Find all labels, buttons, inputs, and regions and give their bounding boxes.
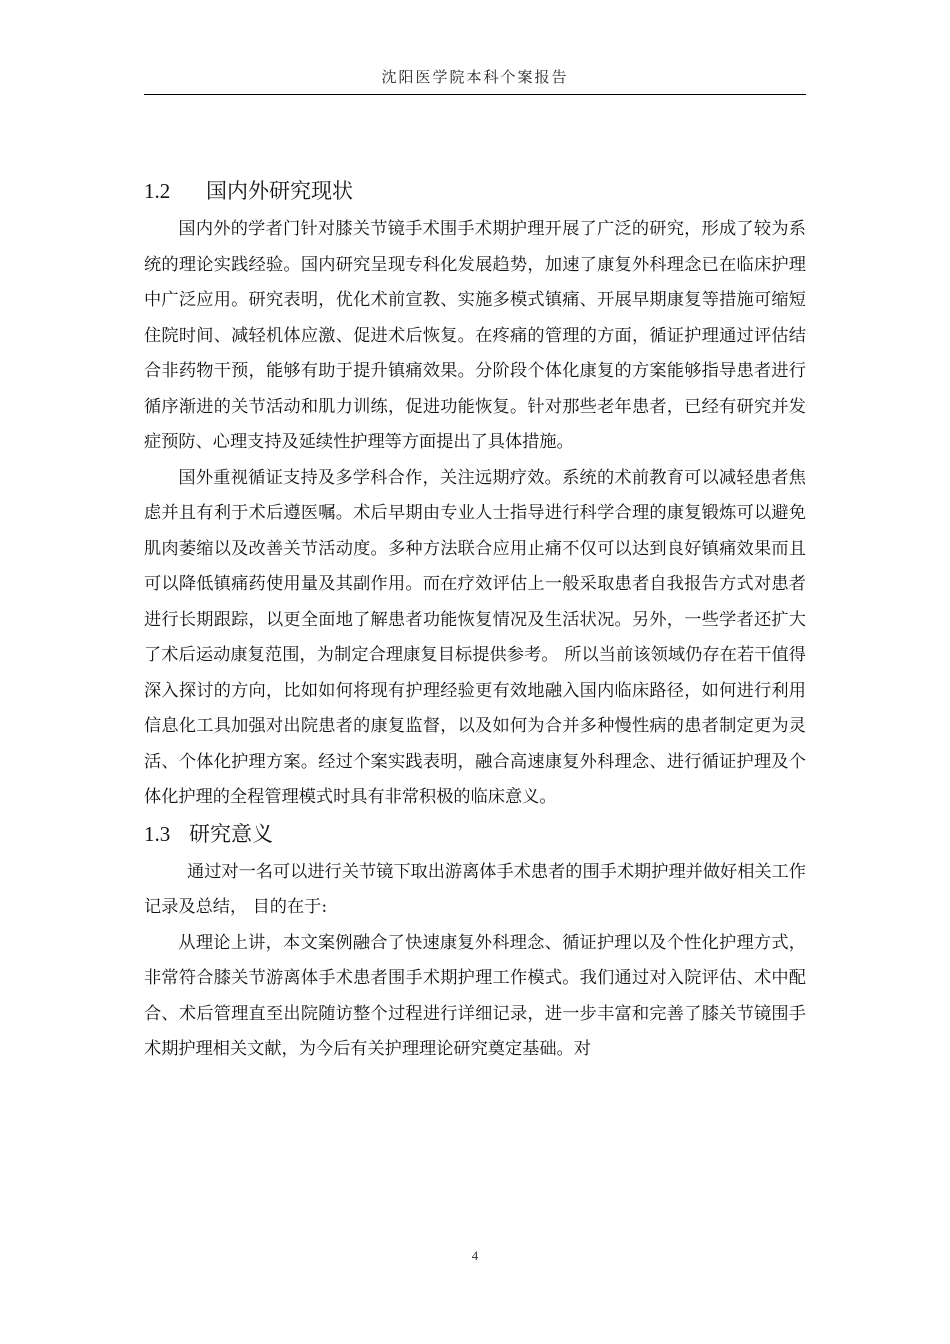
section-title: 研究意义	[189, 821, 273, 846]
page-header-title: 沈阳医学院本科个案报告	[381, 68, 569, 86]
section-title: 国内外研究现状	[206, 179, 353, 203]
paragraph: 通过对一名可以进行关节镜下取出游离体手术患者的围手术期护理并做好相关工作记录及总结， 目的在于:	[144, 861, 806, 917]
paragraph: 国内外的学者门针对膝关节镜手术围手术期护理开展了广泛的研究，形成了较为系统的理论实践经验。国内研究呈现专科化发展趋势，加速了康复外科理念已在临床护理中广泛应用。研究表明，优化术前宣教、实施多模式镇痛、开展早期康复等措施可缩短住院时间、减轻机体应激、促进术后恢复。在疼痛的管理的方面，循证护理通过评估结合非药物干预，能够有助于提升镇痛效果。分阶段个体化康复的方案能够指导患者进行循序渐进的关节活动和肌力训练，促进功能恢复。针对那些老年患者，已经有研究并发症预防、心理支持及延续性护理等方面提出了具体措施。	[144, 219, 806, 452]
section-number: 1.3	[144, 821, 171, 846]
page-number: 4	[471, 1248, 479, 1263]
document-body	[144, 174, 806, 1068]
header-divider	[144, 94, 806, 95]
section-heading-1-2	[144, 174, 806, 208]
paragraph: 国外重视循证支持及多学科合作，关注远期疗效。系统的术前教育可以减轻患者焦虑并且有利于术后遵医嘱。术后早期由专业人士指导进行科学合理的康复锻炼可以避免肌肉萎缩以及改善关节活动度。多种方法联合应用止痛不仅可以达到良好镇痛效果而且可以降低镇痛药使用量及其副作用。而在疗效评估上一般采取患者自我报告方式对患者进行长期跟踪，以更全面地了解患者功能恢复情况及生活状况。另外，一些学者还扩大了术后运动康复范围，为制定合理康复目标提供参考。 所以当前该领域仍存在若干值得深入探讨的方向，比如如何将现有护理经验更有效地融入国内临床路径，如何进行利用信息化工具加强对出院患者的康复监督，以及如何为合并多种慢性病的患者制定更为灵活、个体化护理方案。经过个案实践表明，融合高速康复外科理念、进行循证护理及个体化护理的全程管理模式时具有非常积极的临床意义。	[144, 467, 806, 807]
paragraph: 从理论上讲，本文案例融合了快速康复外科理念、循证护理以及个性化护理方式，非常符合膝关节游离体手术患者围手术期护理工作模式。我们通过对入院评估、术中配合、术后管理直至出院随访整个过程进行详细记录，进一步丰富和完善了膝关节镜围手术期护理相关文献，为今后有关护理理论研究奠定基础。对	[144, 932, 806, 1059]
section-heading-1-3	[144, 817, 806, 851]
section-number: 1.2	[144, 179, 171, 203]
